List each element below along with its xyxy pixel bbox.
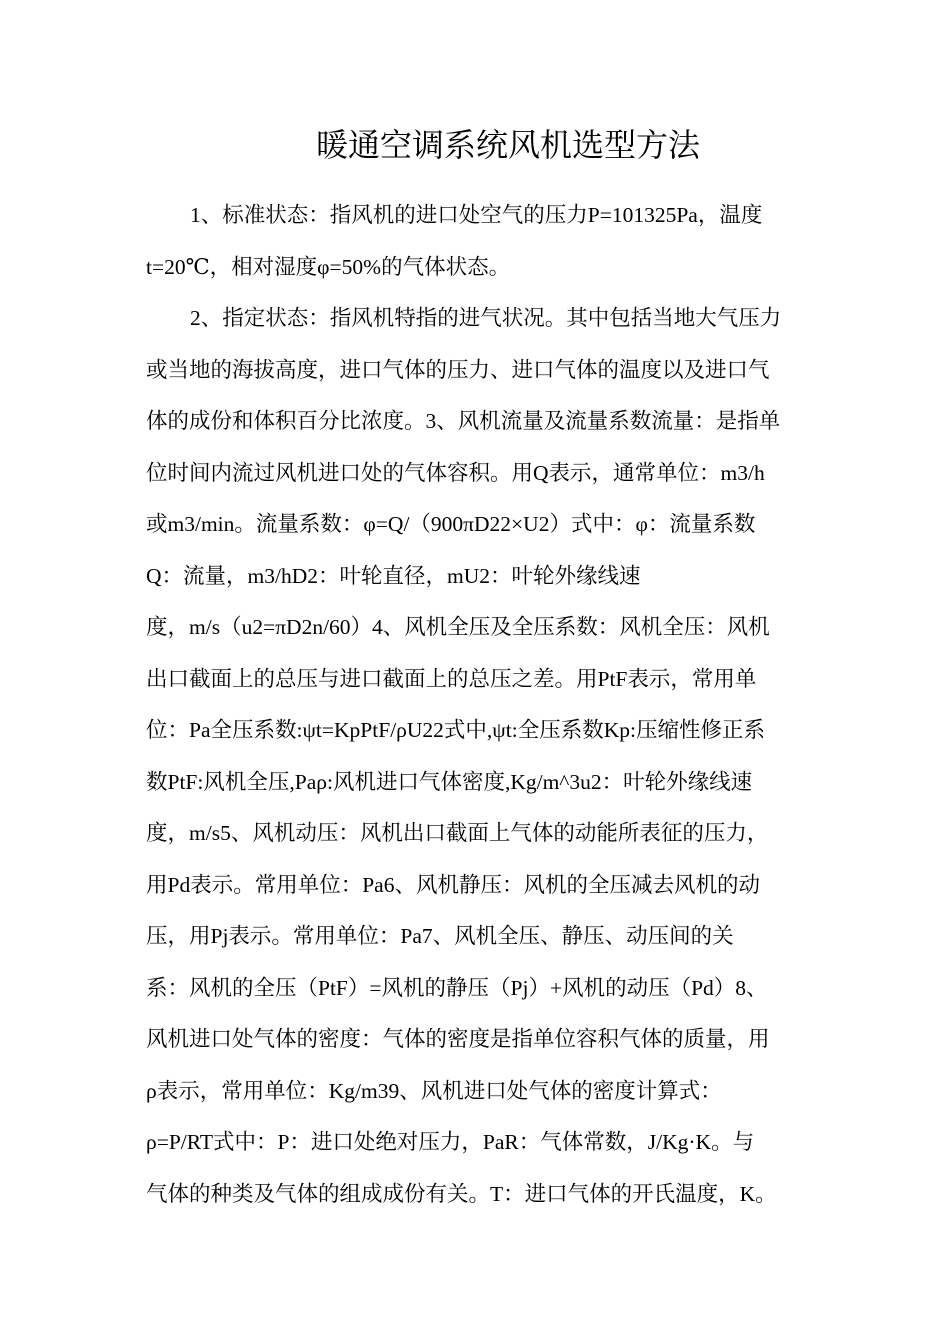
text-line-13: 度，m/s5、风机动压：风机出口截面上气体的动能所表征的压力， (146, 821, 769, 845)
text-line-19: ρ=P/RT式中：P：进口处绝对压力，PaR：气体常数，J/Kg·K。与 (146, 1130, 755, 1154)
text-line-1: 1、标准状态：指风机的进口处空气的压力P=101325Pa，温度 (190, 203, 763, 227)
text-line-3: 2、指定状态：指风机特指的进气状况。其中包括当地大气压力 (190, 306, 782, 330)
document-title: 暖通空调系统风机选型方法 (315, 127, 700, 163)
text-line-6: 位时间内流过风机进口处的气体容积。用Q表示，通常单位：m3/h (146, 461, 765, 485)
text-line-18: ρ表示，常用单位：Kg/m39、风机进口处气体的密度计算式： (146, 1079, 722, 1103)
text-line-10: 出口截面上的总压与进口截面上的总压之差。用PtF表示，常用单 (146, 667, 757, 691)
text-line-11: 位：Pa全压系数:ψt=KpPtF/ρU22式中,ψt:全压系数Kp:压缩性修正系 (146, 718, 765, 742)
text-line-15: 压，用Pj表示。常用单位：Pa7、风机全压、静压、动压间的关 (146, 924, 734, 948)
text-line-5: 体的成份和体积百分比浓度。3、风机流量及流量系数流量：是指单 (146, 409, 781, 433)
text-line-16: 系：风机的全压（PtF）=风机的静压（Pj）+风机的动压（Pd）8、 (146, 976, 768, 1000)
text-line-12: 数PtF:风机全压,Paρ:风机进口气体密度,Kg/m^3u2：叶轮外缘线速 (146, 770, 753, 794)
text-line-9: 度，m/s（u2=πD2n/60）4、风机全压及全压系数：风机全压：风机 (146, 615, 770, 639)
text-line-17: 风机进口处气体的密度：气体的密度是指单位容积气体的质量，用 (146, 1027, 770, 1051)
text-line-7: 或m3/min。流量系数：φ=Q/（900πD22×U2）式中：φ：流量系数 (146, 512, 756, 536)
text-line-2: t=20℃，相对湿度φ=50%的气体状态。 (146, 255, 511, 279)
text-line-20: 气体的种类及气体的组成成份有关。T：进口气体的开氏温度，K。 (146, 1182, 777, 1206)
text-line-4: 或当地的海拔高度，进口气体的压力、进口气体的温度以及进口气 (146, 358, 770, 382)
text-line-14: 用Pd表示。常用单位：Pa6、风机静压：风机的全压减去风机的动 (146, 873, 760, 897)
text-line-8: Q：流量，m3/hD2：叶轮直径，mU2：叶轮外缘线速 (146, 564, 641, 588)
